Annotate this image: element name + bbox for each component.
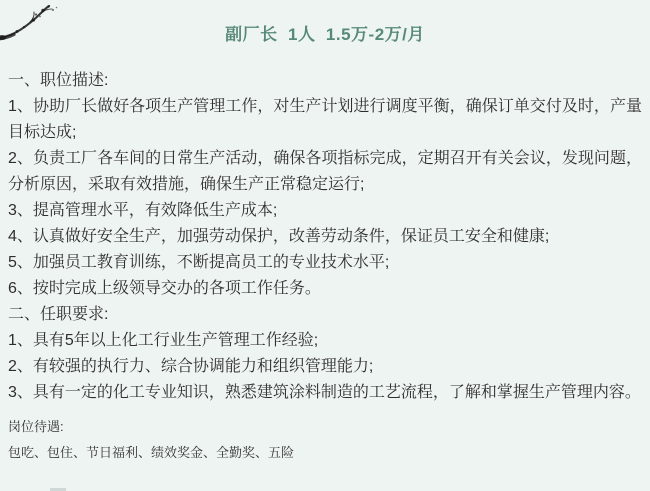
section-heading-position-description: 一、职位描述: (8, 72, 109, 89)
benefits-list: 包吃、包住、节日福利、绩效奖金、全勤奖、五险 (8, 445, 295, 460)
section-heading-requirements: 二、任职要求: (8, 306, 109, 323)
benefits-heading: 岗位待遇: (8, 419, 64, 434)
description-item-3: 3、提高管理水平，有效降低生产成本; (8, 202, 278, 219)
description-item-2: 2、负责工厂各车间的日常生产活动，确保各项指标完成，定期召开有关会议，发现问题，分析原因，采取有效措施，确保生产正常稳定运行; (8, 150, 642, 193)
description-item-4: 4、认真做好安全生产，加强劳动保护，改善劳动条件，保证员工安全和健康; (8, 228, 550, 245)
requirement-item-1: 1、具有5年以上化工行业生产管理工作经验; (8, 332, 319, 349)
requirement-item-3: 3、具有一定的化工专业知识，熟悉建筑涂料制造的工艺流程，了解和掌握生产管理内容。 (8, 384, 641, 401)
page-title: 副厂长 1人 1.5万-2万/月 (225, 25, 425, 44)
job-description-body (0, 68, 650, 406)
description-item-5: 5、加强员工教育训练，不断提高员工的专业技术水平; (8, 254, 390, 271)
description-item-1: 1、协助厂长做好各项生产管理工作，对生产计划进行调度平衡，确保订单交付及时，产量目标达成; (8, 98, 642, 141)
ink-branch-icon (0, 0, 72, 46)
description-item-6: 6、按时完成上级领导交办的各项工作任务。 (8, 280, 321, 297)
benefits-section (0, 419, 650, 460)
requirement-item-2: 2、有较强的执行力、综合协调能力和组织管理能力; (8, 358, 374, 375)
